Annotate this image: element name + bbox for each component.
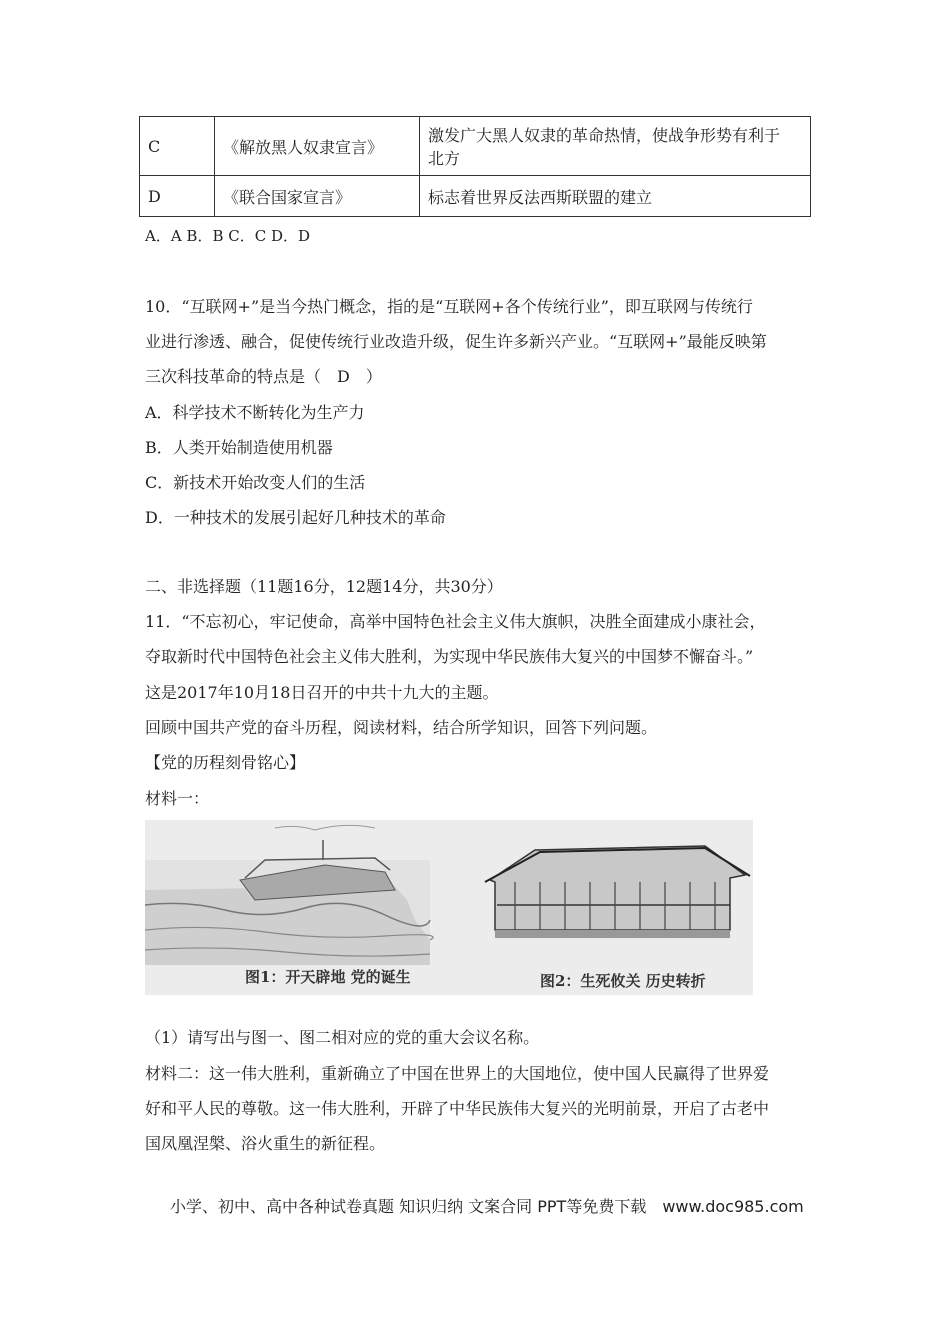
table-row [140, 176, 811, 217]
page-footer: 小学、初中、高中各种试卷真题 知识归纳 文案合同 PPT等免费下载 www.doc985.com [170, 1197, 804, 1216]
q10-stem-line: 业进行渗透、融合，促使传统行业改造升级，促生许多新兴产业。“互联网+”最能反映第 [145, 332, 767, 351]
q10-option: D．一种技术的发展引起好几种技术的革命 [145, 508, 446, 527]
document-name: 《联合国家宣言》 [215, 176, 420, 217]
material-figure [145, 820, 753, 995]
document-effect [420, 117, 811, 176]
q11-line: 夺取新时代中国特色社会主义伟大胜利，为实现中华民族伟大复兴的中国梦不懈奋斗。” [145, 647, 754, 666]
material2-line: 国凤凰涅槃、浴火重生的新征程。 [145, 1134, 386, 1153]
material2-line: 好和平人民的尊敬。这一伟大胜利，开辟了中华民族伟大复兴的光明前景，开启了古老中 [145, 1099, 770, 1118]
section-heading: 二、非选择题（11题16分，12题14分，共30分） [145, 577, 503, 596]
q10-stem-line: 三次科技革命的特点是（ D ） [145, 367, 382, 386]
q11-line: 11．“不忘初心，牢记使命，高举中国特色社会主义伟大旗帜，决胜全面建成小康社会， [145, 612, 766, 631]
options-table [139, 116, 811, 217]
figure-caption-2: 图2：生死攸关 历史转折 [540, 972, 706, 990]
table-row [140, 117, 811, 176]
q10-option: A．科学技术不断转化为生产力 [145, 403, 365, 422]
sub-question-1: （1）请写出与图一、图二相对应的党的重大会议名称。 [145, 1028, 540, 1047]
material2-line: 材料二：这一伟大胜利，重新确立了中国在世界上的大国地位，使中国人民赢得了世界爱 [145, 1064, 770, 1083]
q11-line: 材料一： [145, 789, 210, 808]
q9-answer-options: A．A B．B C．C D．D [145, 227, 311, 245]
effect-line: 北方 [428, 149, 461, 168]
q10-option: C．新技术开始改变人们的生活 [145, 473, 366, 492]
boat-illustration [145, 820, 753, 995]
q11-line: 这是2017年10月18日召开的中共十九大的主题。 [145, 683, 499, 702]
q10-stem-line: 10．“互联网+”是当今热门概念，指的是“互联网+各个传统行业”，即互联网与传统行 [145, 297, 753, 316]
option-letter: C [140, 117, 215, 176]
q11-line: 回顾中国共产党的奋斗历程，阅读材料，结合所学知识，回答下列问题。 [145, 718, 658, 737]
option-letter: D [140, 176, 215, 217]
q10-option: B．人类开始制造使用机器 [145, 438, 333, 457]
figure-caption-1: 图1：开天辟地 党的诞生 [245, 968, 411, 986]
document-name: 《解放黑人奴隶宣言》 [215, 117, 420, 176]
q11-line: 【党的历程刻骨铭心】 [145, 753, 306, 772]
document-effect: 标志着世界反法西斯联盟的建立 [420, 176, 811, 217]
effect-line: 激发广大黑人奴隶的革命热情，使战争形势有利于 [428, 126, 781, 145]
